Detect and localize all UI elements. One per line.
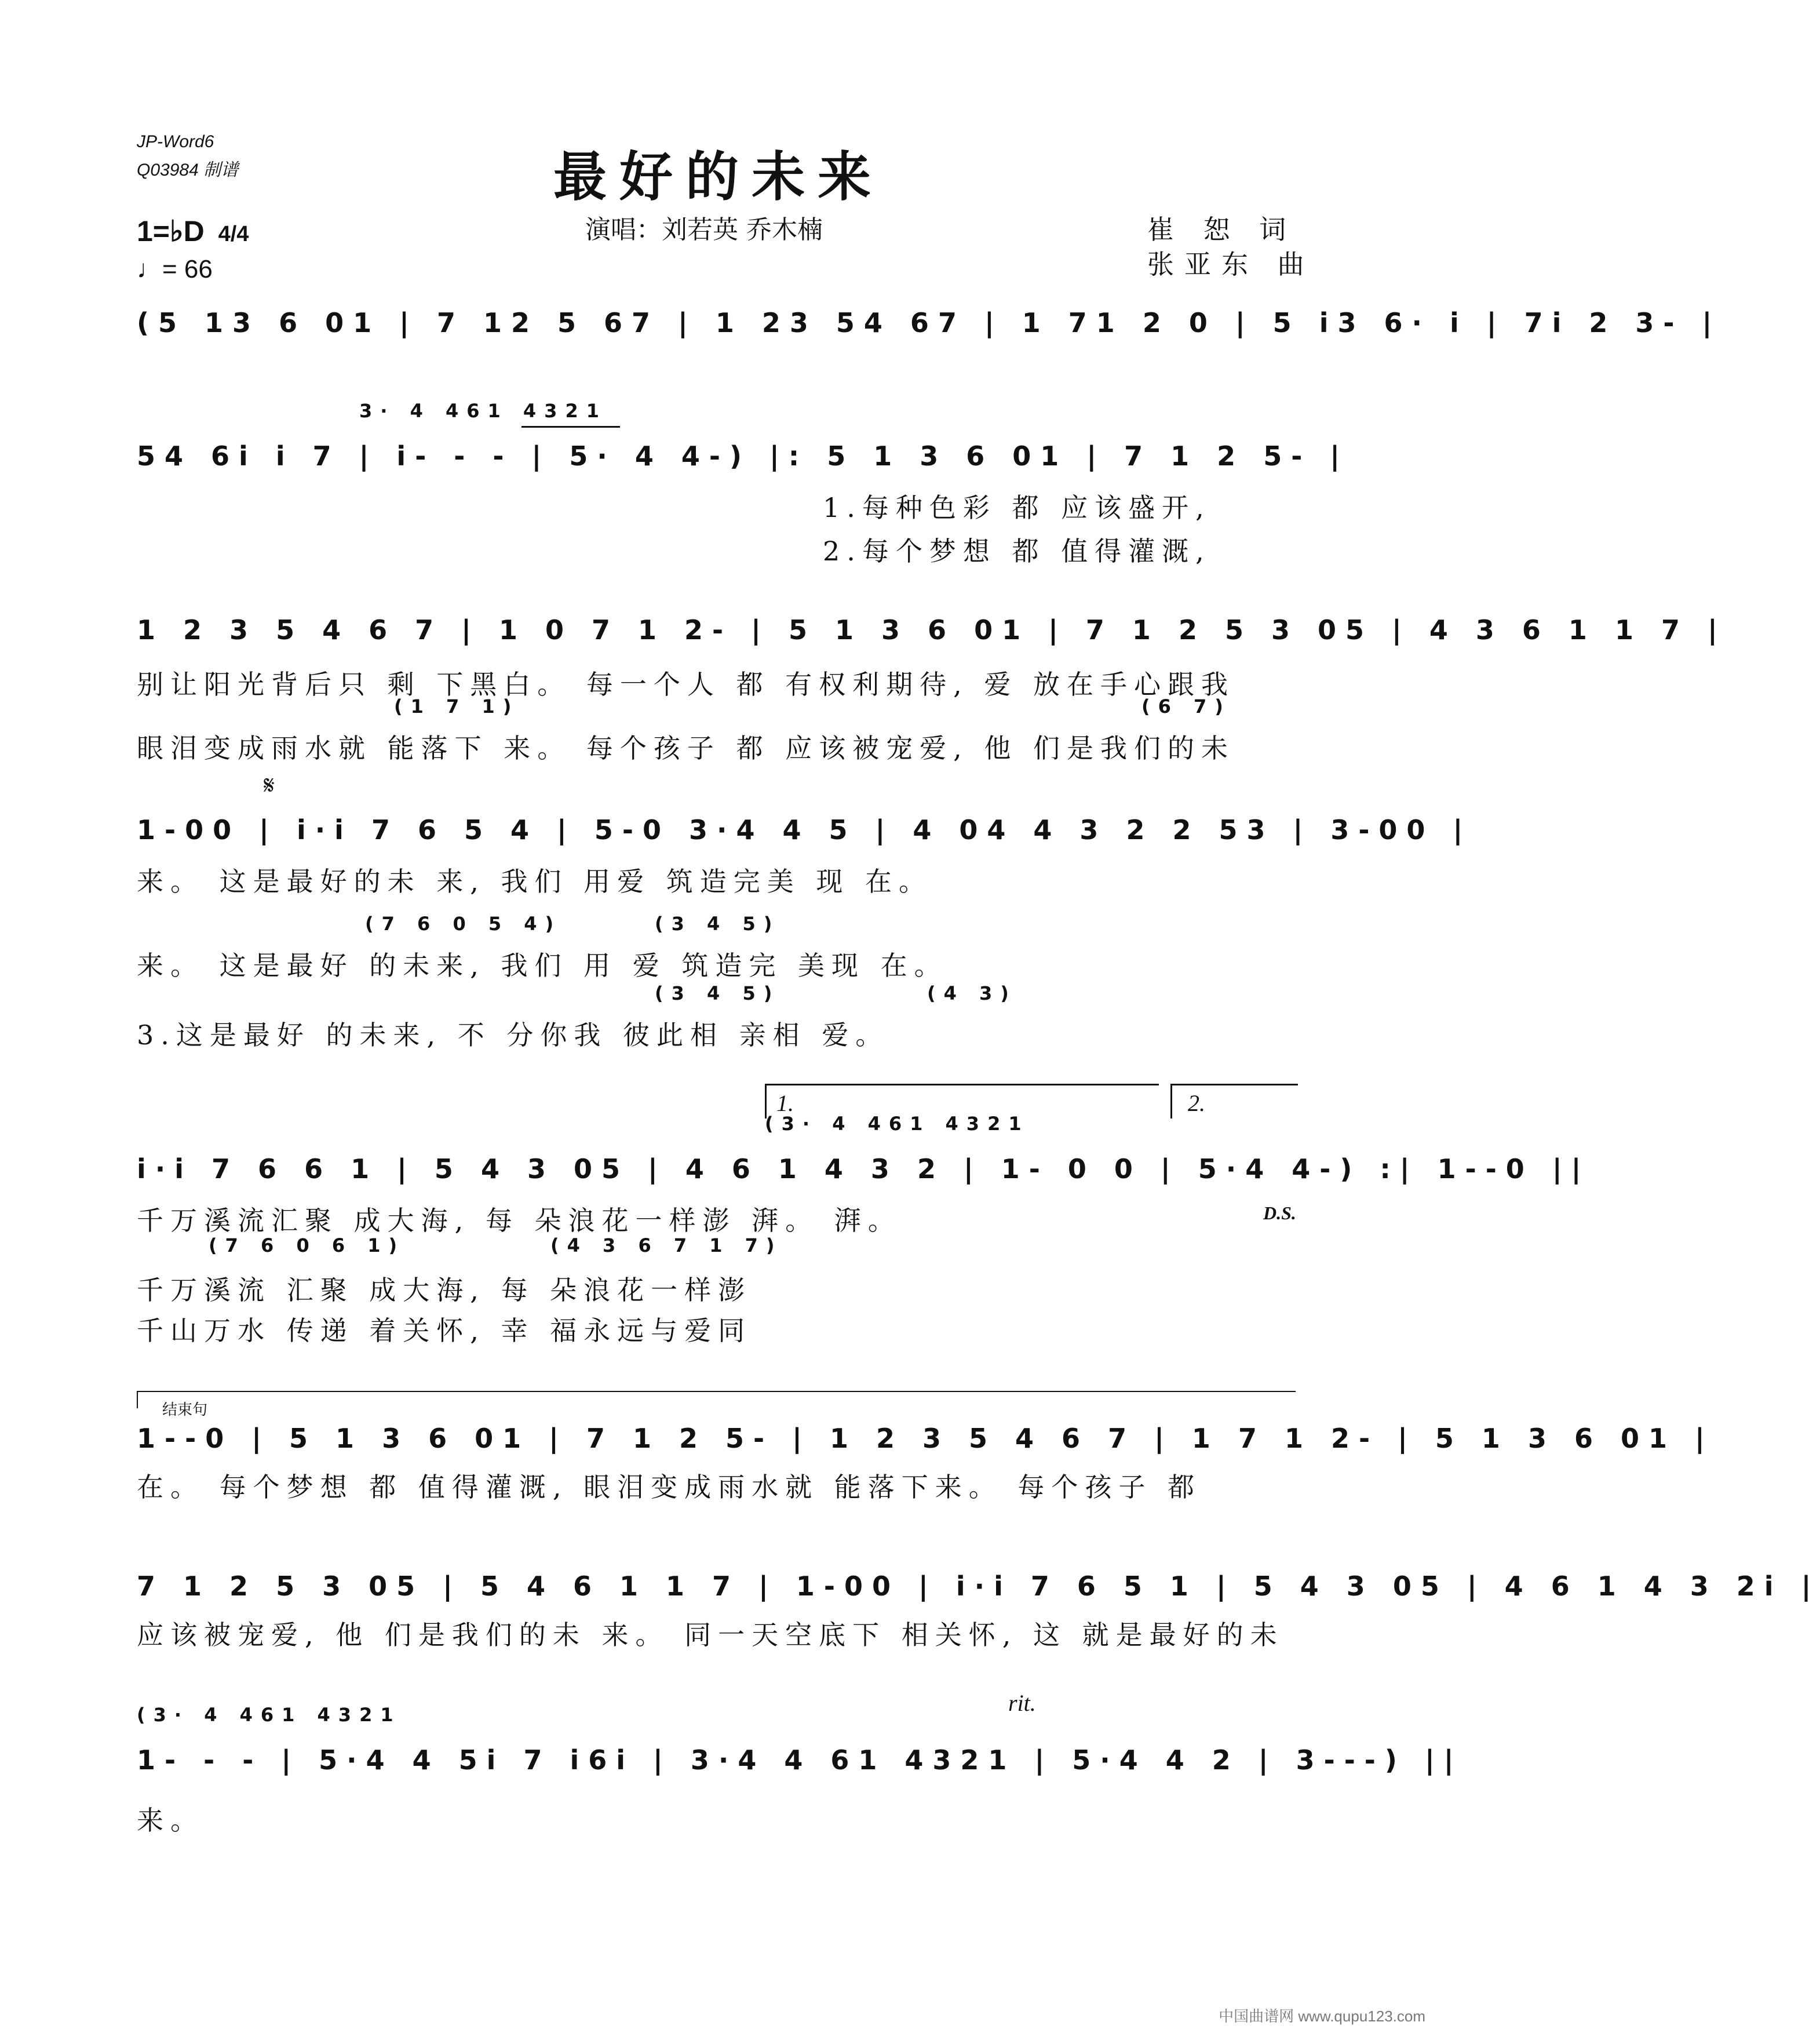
volta-2-edge xyxy=(1170,1084,1172,1118)
system-2-lyric-2: 2.每个梦想 都 值得灌溉, xyxy=(823,535,1211,567)
singer-credit: 演唱：刘若英 乔木楠 xyxy=(585,215,823,245)
system-2-above-notes: 3· 4 461 4321 xyxy=(359,400,607,422)
segno-sign: 𝄋 xyxy=(264,771,275,800)
system-7-notes: 7 1 2 5 3 05 | 5 4 6 1 1 7 | 1-00 | i·i 7 6 5 1 | 5 4 3 05 | 4 6 1 4 3 2i | xyxy=(137,1571,1820,1602)
volta-2-bracket xyxy=(1170,1084,1298,1085)
system-8-lyric-1: 来。 xyxy=(137,1805,204,1836)
beam-line xyxy=(521,426,620,428)
composer-credit: 张亚东 曲 xyxy=(1147,249,1315,280)
key-signature xyxy=(137,214,249,248)
system-4-variant-3: (3 4 5) xyxy=(655,982,780,1004)
system-3-notes: 1 2 3 5 4 6 7 | 1 0 7 1 2- | 5 1 3 6 01 | 7 1 2 5 3 05 | 4 3 6 1 1 7 | xyxy=(137,614,1727,646)
system-4-lyric-2: 来。 这是最好 的未来, 我们 用 爱 筑造完 美现 在。 xyxy=(137,950,948,981)
system-3-variant-2: (6 7) xyxy=(1141,695,1231,717)
system-7-lyric-1: 应该被宠爱, 他 们是我们的未 来。 同一天空底下 相关怀, 这 就是最好的未 xyxy=(137,1619,1284,1651)
time-signature: 4/4 xyxy=(218,222,249,246)
system-8-notes: 1- - - | 5·4 4 5i 7 i6i | 3·4 4 61 4321 | 5·4 4 2 | 3---) || xyxy=(137,1744,1463,1776)
system-5-variant-2: (4 3 6 7 1 7) xyxy=(550,1234,783,1256)
system-6-lyric-1: 在。 每个梦想 都 值得灌溉, 眼泪变成雨水就 能落下来。 每个孩子 都 xyxy=(137,1471,1201,1503)
key-text: 1=♭D xyxy=(137,215,205,247)
system-5-above-notes: (3· 4 461 4321 xyxy=(765,1113,1030,1135)
system-5-notes: i·i 7 6 6 1 | 5 4 3 05 | 4 6 1 4 3 2 | 1- 0 0 | 5·4 4-) :| 1--0 || xyxy=(137,1153,1591,1185)
system-4-variant-2: (3 4 5) xyxy=(655,913,780,935)
rit-marking: rit. xyxy=(1008,1690,1036,1716)
system-1-notes: (5 13 6 01 | 7 12 5 67 | 1 23 54 67 | 1 71 2 0 | 5 i3 6· i | 7i 2 3- | xyxy=(137,307,1721,338)
page-title: 最好的未来 xyxy=(553,145,884,208)
system-2-notes: 54 6i i 7 | i- - - | 5· 4 4-) |: 5 1 3 6 01 | 7 1 2 5- | xyxy=(137,440,1350,472)
tempo-marking: ♩= 66 xyxy=(137,255,213,283)
watermark-text: 中国曲谱网 www.qupu123.com xyxy=(1219,2008,1425,2025)
system-4-lyric-3: 3.这是最好 的未来, 不 分你我 彼此相 亲相 爱。 xyxy=(137,1019,889,1051)
volta-2-label: 2. xyxy=(1188,1090,1205,1116)
system-6-notes: 1--0 | 5 1 3 6 01 | 7 1 2 5- | 1 2 3 5 4 6 7 | 1 7 1 2- | 5 1 3 6 01 | xyxy=(137,1423,1714,1454)
system-5-lyric-1: 千万溪流汇聚 成大海, 每 朵浪花一样澎 湃。 湃。 xyxy=(137,1205,902,1236)
system-4-variant-4: (4 3) xyxy=(927,982,1017,1004)
system-3-lyric-1: 别让阳光背后只 剩 下黑白。 每一个人 都 有权利期待, 爱 放在手心跟我 xyxy=(137,669,1235,700)
coda-label: 结束句 xyxy=(162,1401,208,1418)
system-4-variant-1: (7 6 0 5 4) xyxy=(365,913,562,935)
system-5-lyric-2: 千万溪流 汇聚 成大海, 每 朵浪花一样澎 xyxy=(137,1274,752,1306)
system-2-lyric-1: 1.每种色彩 都 应该盛开, xyxy=(823,492,1211,523)
volta-1-label: 1. xyxy=(776,1090,794,1116)
volta-1-bracket xyxy=(765,1084,1159,1085)
system-4-lyric-1: 来。 这是最好的未 来, 我们 用爱 筑造完美 现 在。 xyxy=(137,866,932,897)
software-label: JP-Word6 xyxy=(137,132,214,151)
system-4-notes: 1-00 | i·i 7 6 5 4 | 5-0 3·4 4 5 | 4 04 4 3 2 2 53 | 3-00 | xyxy=(137,814,1472,846)
system-5-variant-1: (7 6 0 6 1) xyxy=(209,1234,406,1256)
coda-bracket-edge xyxy=(137,1391,138,1408)
system-8-above-notes: (3· 4 461 4321 xyxy=(137,1704,402,1726)
system-5-lyric-3: 千山万水 传递 着关怀, 幸 福永远与爱同 xyxy=(137,1315,752,1346)
ds-marking: D.S. xyxy=(1263,1203,1296,1223)
coda-bracket xyxy=(137,1391,1296,1392)
lyricist-credit: 崔 恕 词 xyxy=(1147,214,1297,245)
system-3-variant-1: (1 7 1) xyxy=(394,695,520,717)
system-3-lyric-2: 眼泪变成雨水就 能落下 来。 每个孩子 都 应该被宠爱, 他 们是我们的未 xyxy=(137,733,1235,764)
scorer-label: Q03984 制谱 xyxy=(137,161,239,180)
